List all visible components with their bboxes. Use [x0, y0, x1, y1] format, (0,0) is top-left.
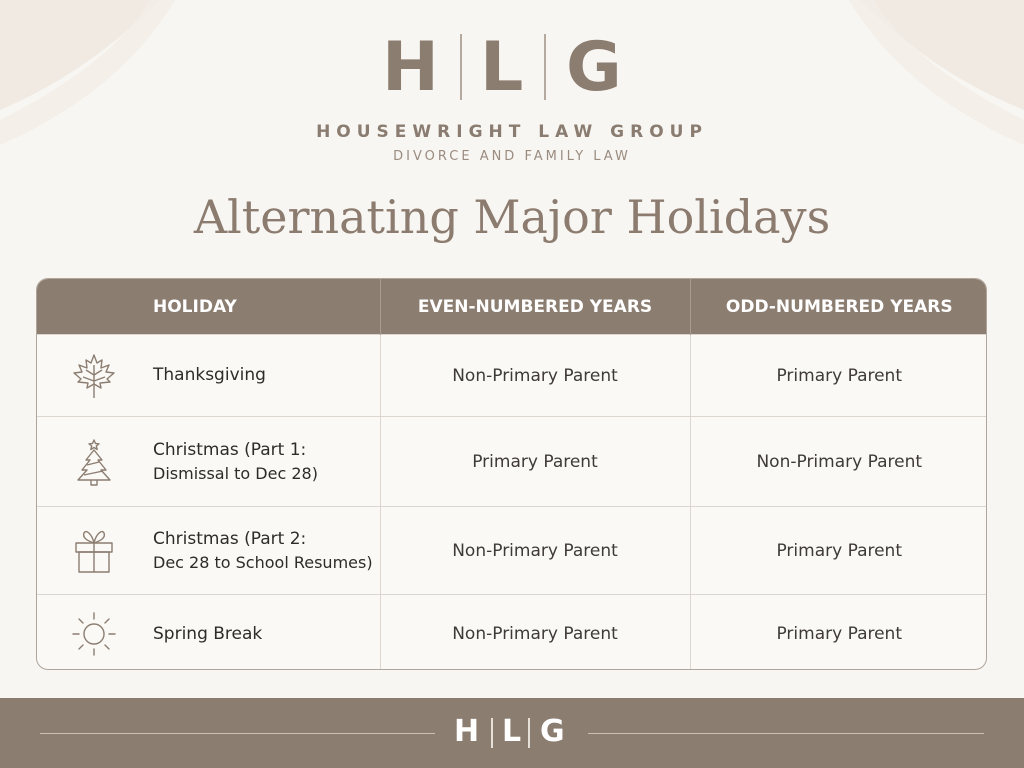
firm-tagline: DIVORCE AND FAMILY LAW: [393, 149, 631, 164]
holiday-name: Spring Break: [153, 623, 263, 644]
even-year-parent: Non-Primary Parent: [380, 335, 690, 417]
footer-monogram-divider: [491, 718, 493, 748]
footer-monogram: [450, 712, 574, 754]
table-row: [37, 417, 987, 507]
column-header-holiday: HOLIDAY: [37, 279, 380, 335]
monogram-divider: [460, 34, 462, 100]
table-row: [37, 335, 987, 417]
odd-year-parent: Primary Parent: [690, 507, 987, 595]
monogram-divider: [544, 34, 546, 100]
sun-icon: [69, 609, 119, 659]
footer-divider-right: [588, 733, 984, 734]
odd-year-parent: Non-Primary Parent: [690, 417, 987, 507]
firm-name: HOUSEWRIGHT LAW GROUP: [316, 122, 708, 142]
christmas-tree-icon: [69, 437, 119, 487]
holiday-cell: [37, 335, 380, 417]
holiday-cell: [37, 507, 380, 595]
footer-letter-h: H: [454, 714, 480, 749]
holiday-detail: Dec 28 to School Resumes): [153, 552, 373, 572]
column-header-odd-years: ODD-NUMBERED YEARS: [690, 279, 987, 335]
gift-box-icon: [69, 526, 119, 576]
even-year-parent: Non-Primary Parent: [380, 595, 690, 671]
monogram-letter-h: H: [382, 28, 439, 107]
odd-year-parent: Primary Parent: [690, 595, 987, 671]
footer-bar: [0, 698, 1024, 768]
even-year-parent: Non-Primary Parent: [380, 507, 690, 595]
footer-monogram-divider: [528, 718, 530, 748]
table-row: [37, 595, 987, 671]
logo-monogram: [382, 28, 632, 107]
table-row: [37, 507, 987, 595]
table-header-row: [37, 279, 987, 335]
holiday-schedule-table: [36, 278, 987, 670]
holiday-name: Christmas (Part 2:: [153, 528, 307, 549]
holiday-cell: [37, 417, 380, 507]
holiday-name: Christmas (Part 1:: [153, 439, 307, 460]
footer-letter-l: L: [502, 714, 522, 749]
column-header-even-years: EVEN-NUMBERED YEARS: [380, 279, 690, 335]
holiday-cell: [37, 595, 380, 671]
holiday-name: Thanksgiving: [153, 365, 266, 385]
monogram-letter-l: L: [480, 28, 524, 107]
monogram-letter-g: G: [566, 28, 622, 107]
holiday-detail: Dismissal to Dec 28): [153, 463, 318, 483]
firm-logo: [0, 14, 1024, 174]
page-title: Alternating Major Holidays: [193, 190, 831, 244]
odd-year-parent: Primary Parent: [690, 335, 987, 417]
maple-leaf-icon: [69, 351, 119, 401]
even-year-parent: Primary Parent: [380, 417, 690, 507]
footer-divider-left: [40, 733, 435, 734]
footer-letter-g: G: [540, 714, 565, 749]
